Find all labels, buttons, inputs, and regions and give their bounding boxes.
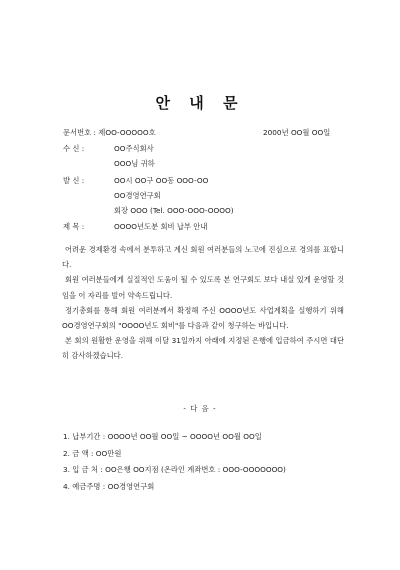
doc-number-row xyxy=(63,128,156,137)
list-item-deposit-account: 3. 입 금 처 : OO은행 OO지점 (온라인 계좌번호 : OOO-OOOOOOO) xyxy=(63,465,286,474)
body-text xyxy=(62,242,344,364)
subject-value: OOOO년도분 회비 납부 안내 xyxy=(114,222,208,231)
details-list xyxy=(63,432,286,498)
recipient-line-1: OO주식회사 xyxy=(114,144,154,153)
list-item-amount: 2. 금 액 : OO만원 xyxy=(63,448,122,458)
subject-label: 제 목 : xyxy=(63,222,85,231)
doc-number-value: 제OO-OOOOO호 xyxy=(98,128,156,137)
sender-address: OO시 OO구 OO동 OOO-OO xyxy=(114,176,209,185)
body-paragraph: 정기총회를 통해 회원 여러분께서 확정해 주신 OOOO년도 사업계획을 실행하기 위해 OO경영연구회의 "OOOO년도 회비"를 다음과 같이 청구하는 바입니다. xyxy=(62,305,344,331)
recipient-label: 수 신 : xyxy=(63,144,85,153)
recipient-line-2: OOO님 귀하 xyxy=(114,159,155,168)
doc-number-label: 문서번호 : xyxy=(63,128,99,137)
body-paragraph: 본 회의 원활한 운영을 위해 이달 31일까지 아래에 지정된 은행에 입금하여 주시면 대단히 감사하겠습니다. xyxy=(62,336,344,361)
body-paragraph: 어려운 경제환경 속에서 분투하고 계신 회원 여러분들의 노고에 진심으로 경의를 표합니다. xyxy=(62,245,344,270)
recipient-block xyxy=(63,144,313,174)
document-date: 2000년 OO월 OO일 xyxy=(263,128,331,137)
sender-label: 발 신 : xyxy=(63,176,85,185)
section-title: - 다 음 - xyxy=(183,404,217,413)
sender-block xyxy=(63,176,313,222)
document-title: 안 내 문 xyxy=(155,94,245,112)
sender-organization: OO경영연구회 xyxy=(114,191,161,200)
list-item-payment-period: 1. 납부기간 : OOOO년 OO월 OO일 ~ OOOO년 OO월 OO일 xyxy=(63,432,262,441)
body-paragraph: 회원 여러분들에게 실질적인 도움이 될 수 있도록 본 연구회도 보다 내실 있게 운영할 것임을 이 자리를 빌어 약속드립니다. xyxy=(62,275,344,300)
sender-contact: 회장 OOO (Tel. OOO-OOO-OOOO) xyxy=(114,206,234,215)
list-item-account-holder: 4. 예금주명 : OO경영연구회 xyxy=(63,481,155,491)
